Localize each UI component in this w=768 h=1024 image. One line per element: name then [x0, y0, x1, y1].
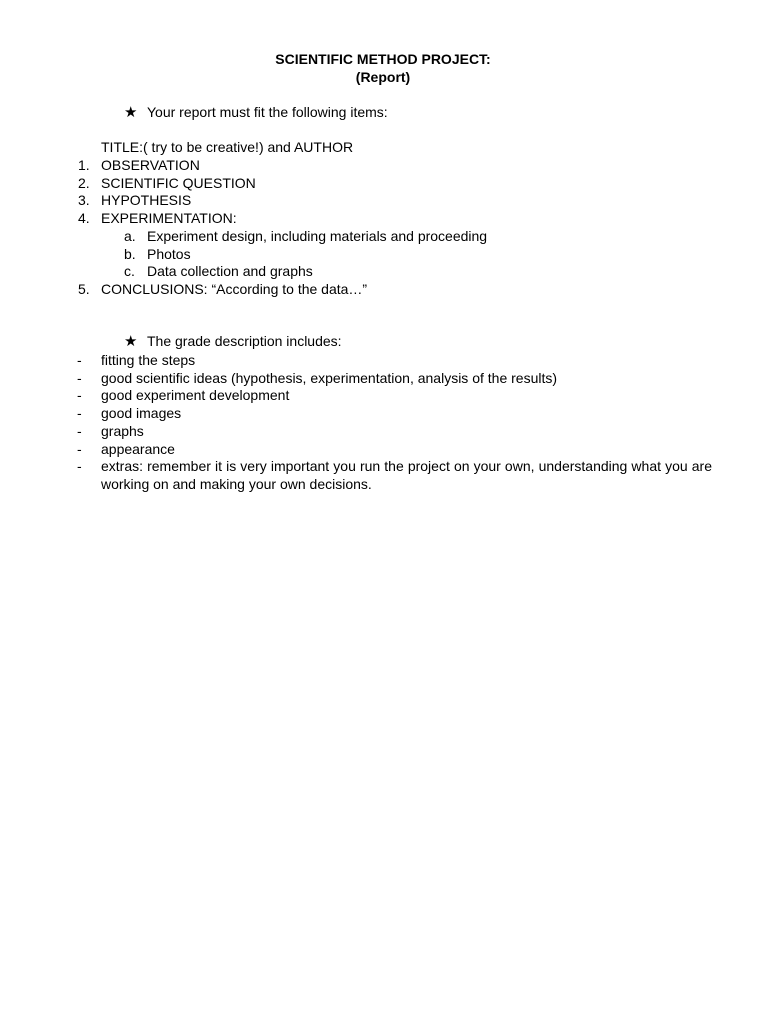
section-intro-text: The grade description includes:	[147, 333, 342, 349]
list-number: 4.	[78, 210, 90, 227]
list-item-text: EXPERIMENTATION:	[101, 210, 237, 227]
grade-criteria-list	[77, 352, 712, 494]
list-number: 3.	[78, 192, 90, 209]
list-item-text: fitting the steps	[101, 352, 196, 368]
section-intro-grade	[124, 333, 342, 351]
list-item-text: extras: remember it is very important you run the project on your own, understanding what you are working on and making your own decisions.	[101, 458, 712, 492]
list-item-text: SCIENTIFIC QUESTION	[101, 174, 256, 191]
star-icon: ★	[124, 333, 138, 350]
list-item	[77, 458, 712, 493]
sublist-item-text: Photos	[147, 245, 191, 262]
list-item-text: graphs	[101, 422, 144, 439]
document-title	[0, 51, 768, 86]
numbered-list	[78, 157, 256, 228]
dash-bullet: -	[77, 405, 82, 422]
list-item	[77, 352, 712, 370]
experimentation-sublist	[124, 228, 487, 281]
sublist-item-text: Experiment design, including materials and proceeding	[147, 228, 488, 244]
sublist-item	[124, 228, 487, 246]
list-number: 1.	[78, 157, 90, 173]
list-item-text: CONCLUSIONS: “According to the data…”	[101, 281, 368, 297]
sublist-item	[124, 246, 487, 264]
list-item	[78, 210, 256, 228]
list-item	[77, 423, 712, 441]
list-item-text: appearance	[101, 440, 175, 457]
list-item-text: good scientific ideas (hypothesis, experimentation, analysis of the results)	[101, 369, 558, 386]
dash-bullet: -	[77, 440, 82, 457]
dash-bullet: -	[77, 387, 82, 404]
section-intro-text: Your report must fit the following items:	[147, 104, 388, 120]
star-icon: ★	[124, 104, 138, 121]
sublist-letter: a.	[124, 228, 136, 244]
list-number: 5.	[78, 281, 90, 297]
title-line-sub: (Report)	[355, 68, 411, 85]
list-item	[78, 281, 367, 299]
list-number: 2.	[78, 174, 90, 191]
list-item	[77, 370, 712, 388]
list-item-text: OBSERVATION	[101, 157, 200, 173]
sublist-item-text: Data collection and graphs	[147, 263, 313, 280]
list-item	[78, 175, 256, 193]
list-item	[77, 405, 712, 423]
list-item	[77, 387, 712, 405]
list-item	[78, 157, 256, 175]
dash-bullet: -	[77, 458, 82, 475]
report-title-line: TITLE:( try to be creative!) and AUTHOR	[101, 139, 354, 155]
sublist-letter: c.	[124, 263, 135, 280]
list-item-text: good images	[101, 405, 182, 422]
dash-bullet: -	[77, 352, 82, 368]
sublist-letter: b.	[124, 245, 136, 262]
numbered-list-continued	[78, 281, 367, 299]
list-item-text: HYPOTHESIS	[101, 192, 192, 209]
dash-bullet: -	[77, 369, 82, 386]
dash-bullet: -	[77, 422, 82, 439]
list-item	[77, 441, 712, 459]
section-intro-items	[124, 104, 388, 122]
title-line-main: SCIENTIFIC METHOD PROJECT:	[275, 51, 491, 67]
list-item-text: good experiment development	[101, 387, 290, 404]
list-item	[78, 192, 256, 210]
sublist-item	[124, 263, 487, 281]
